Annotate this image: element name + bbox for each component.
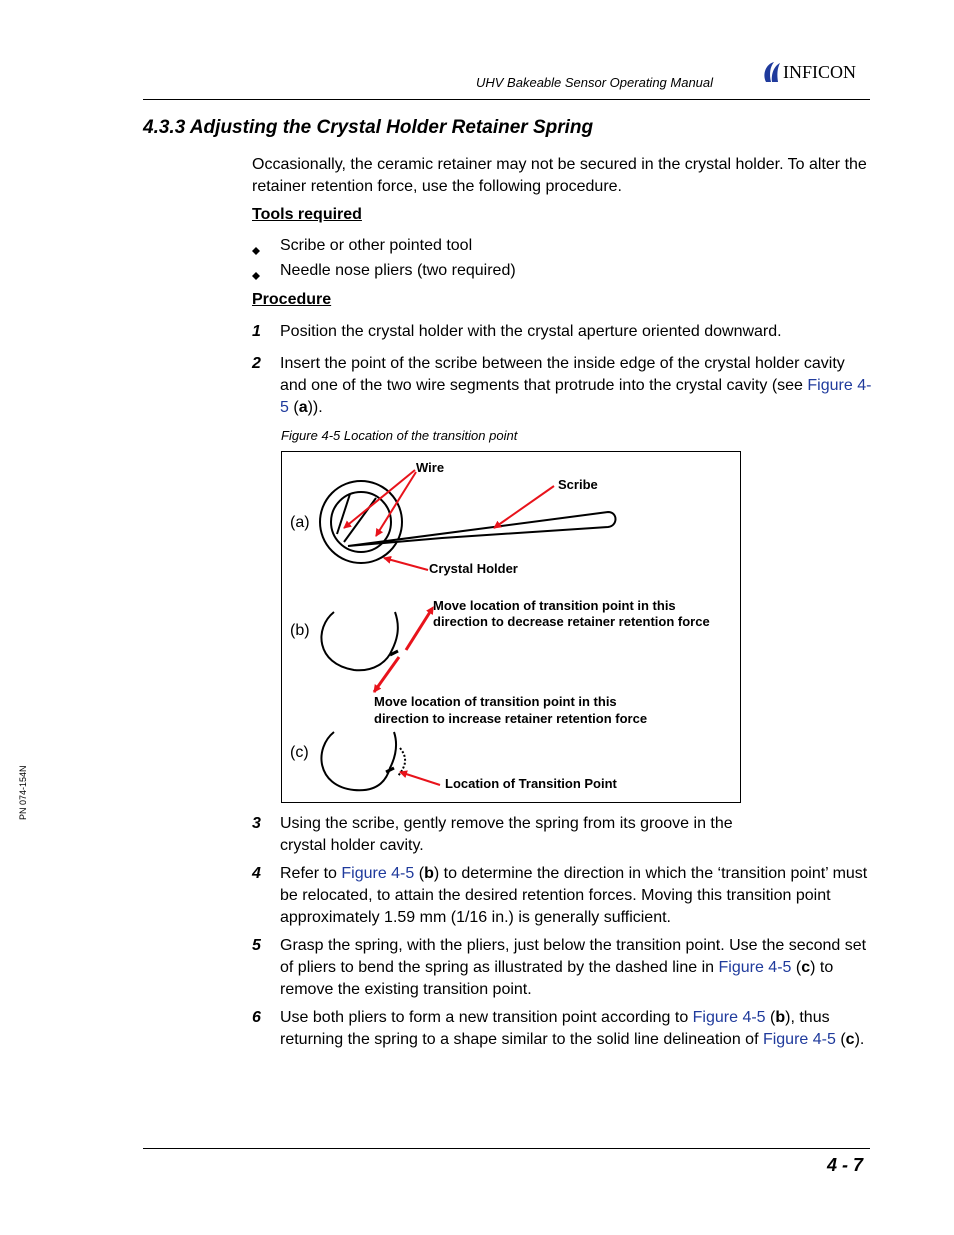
step-number: 5 <box>252 937 261 954</box>
inficon-logo <box>760 58 872 86</box>
step-number: 6 <box>252 1009 261 1026</box>
label-b: (b) <box>290 622 310 639</box>
label-c: (c) <box>290 744 309 761</box>
procedure-heading: Procedure <box>252 291 332 308</box>
step-bold: b <box>424 865 434 882</box>
step-text: Grasp the spring, with the pliers, just below the transition point. Use the second set of pliers to bend the spring as illustrated by the dashed line in <box>280 937 867 976</box>
step-text: ), thus returning the spring to a shape similar to the solid line delineation of <box>280 1009 830 1048</box>
figure-link[interactable]: Figure 4-5 <box>280 377 872 416</box>
intro-paragraph: Occasionally, the ceramic retainer may not be secured in the crystal holder. To alter the retainer retention force, use the following procedure. <box>252 156 867 195</box>
step-text: ( <box>288 399 299 416</box>
step-text: ( <box>835 1031 846 1048</box>
step-text: Refer to <box>280 865 342 882</box>
figure-link[interactable]: Figure 4-5 <box>341 865 415 882</box>
tools-heading: Tools required <box>252 206 362 223</box>
wire-label: Wire <box>416 460 445 475</box>
logo-text: INFICON <box>783 62 857 82</box>
label-a: (a) <box>290 514 310 531</box>
tool-item: Scribe or other pointed tool <box>280 237 473 254</box>
part-number: PN 074-154N <box>18 765 28 820</box>
figure-4-5 <box>281 451 741 803</box>
procedure-step <box>252 935 872 1001</box>
wire-segment <box>337 494 350 534</box>
section-title: 4.3.3 Adjusting the Crystal Holder Retainer Spring <box>143 117 594 138</box>
procedure-step <box>252 321 872 343</box>
step-bold: c <box>845 1031 855 1048</box>
manual-title: UHV Bakeable Sensor Operating Manual <box>476 75 714 90</box>
diamond-bullet-icon <box>252 267 260 275</box>
step-text: ) to remove the existing transition point. <box>280 959 834 998</box>
procedure-step <box>252 1007 872 1051</box>
figure-link[interactable]: Figure 4-5 <box>718 959 792 976</box>
step-text: Insert the point of the scribe between the inside edge of the crystal holder cavity and one of the two wire segments that protrude into the crystal cavity (see <box>280 355 845 394</box>
step-bold: b <box>775 1009 786 1026</box>
spring-c <box>321 732 396 790</box>
inficon-logo-icon <box>760 58 872 86</box>
step-text: ( <box>414 865 425 882</box>
step-text: Using the scribe, gently remove the spring from its groove in the crystal holder cavity. <box>280 815 733 854</box>
step-number: 1 <box>252 323 261 340</box>
header-rule <box>143 99 870 100</box>
increase-label-line2: direction to increase retainer retention force <box>374 711 648 726</box>
step-number: 2 <box>252 355 261 372</box>
step-text: Use both pliers to form a new transition point according to <box>280 1009 693 1026</box>
step-text: ) to determine the direction in which the ‘transition point’ must be relocated, to attain the desired retention forces. Moving this transition point approximately 1.59 mm (1/16 in.) is generally sufficient. <box>280 865 868 926</box>
decrease-label-line2: direction to decrease retainer retention force <box>433 614 710 629</box>
increase-label-line1: Move location of transition point in this <box>374 694 617 709</box>
step-text: ( <box>791 959 802 976</box>
figure-caption: Figure 4-5 Location of the transition point <box>281 428 518 443</box>
diamond-bullet-icon <box>252 242 260 250</box>
step-bold: a <box>298 399 308 416</box>
list-item <box>252 262 516 280</box>
step-text: ( <box>765 1009 776 1026</box>
step-text: Position the crystal holder with the crystal aperture oriented downward. <box>280 323 782 340</box>
procedure-step <box>252 863 872 929</box>
figure-link[interactable]: Figure 4-5 <box>762 1031 836 1048</box>
decrease-label-line1: Move location of transition point in this <box>433 598 676 613</box>
transition-label: Location of Transition Point <box>445 776 617 791</box>
tool-item: Needle nose pliers (two required) <box>280 262 516 279</box>
crystal-holder-label: Crystal Holder <box>429 561 518 576</box>
figure-link[interactable]: Figure 4-5 <box>692 1009 766 1026</box>
procedure-step <box>252 353 872 419</box>
transition-point-diagram <box>282 452 740 802</box>
footer-rule <box>143 1148 870 1149</box>
list-item <box>252 237 472 255</box>
procedure-step <box>252 813 872 857</box>
step-number: 3 <box>252 815 261 832</box>
step-number: 4 <box>252 865 261 882</box>
crystal-holder-outer <box>320 481 402 563</box>
scribe-label: Scribe <box>558 477 598 492</box>
page-number: 4 - 7 <box>827 1155 864 1175</box>
step-text: )). <box>307 399 323 416</box>
spring-b <box>321 612 397 670</box>
step-text: ). <box>854 1031 865 1048</box>
step-bold: c <box>801 959 811 976</box>
